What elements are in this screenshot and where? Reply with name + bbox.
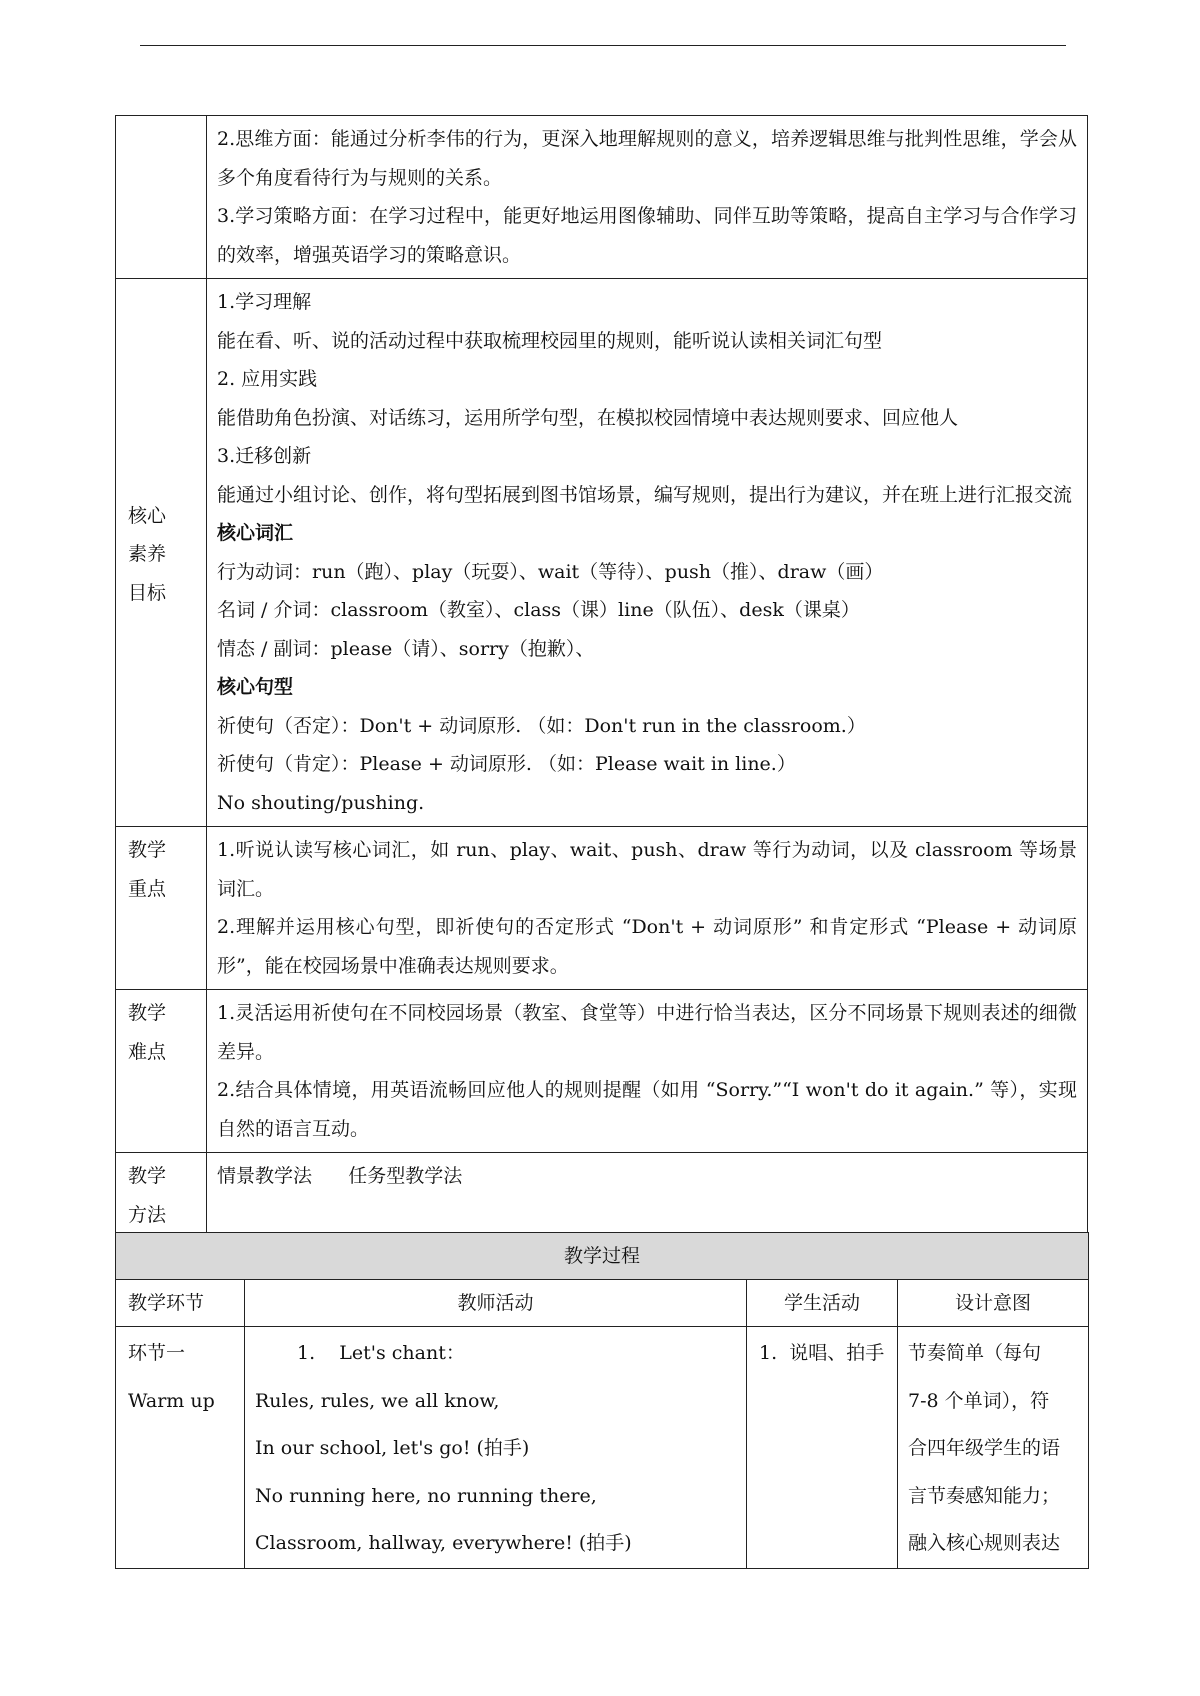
key-points-row <box>116 827 1088 990</box>
vocab-line: 行为动词：run（跑）、play（玩耍）、wait（等待）、push（推）、draw（画） <box>217 560 884 583</box>
core-item: 3.迁移创新 <box>217 445 312 467</box>
empty-label-cell <box>116 116 207 279</box>
intent-line: 融入核心规则表达 <box>908 1532 1061 1554</box>
header-rule <box>140 45 1066 46</box>
objective-strategy: 3.学习策略方面：在学习过程中，能更好地运用图像辅助、同伴互助等策略，提高自主学习与合作学习的效率，增强英语学习的策略意识。 <box>217 205 1077 266</box>
teacher-line: Rules, rules, we all know, <box>255 1389 500 1412</box>
difficulty-point: 1.灵活运用祈使句在不同校园场景（教室、食堂等）中进行恰当表达，区分不同场景下规则表述的细微差异。 <box>217 1002 1077 1063</box>
core-literacy-label: 核心素养目标 <box>128 504 167 604</box>
process-row-warmup <box>116 1327 1089 1569</box>
key-points-label: 教学重点 <box>128 839 167 900</box>
process-header-row <box>116 1280 1089 1327</box>
core-literacy-cell <box>207 279 1088 827</box>
intent-line: 言节奏感知能力； <box>908 1484 1061 1507</box>
objective-thinking: 2.思维方面：能通过分析李伟的行为，更深入地理解规则的意义，培养逻辑思维与批判性思维，学会从多个角度看待行为与规则的关系。 <box>217 128 1077 189</box>
intent-line: 合四年级学生的语 <box>908 1437 1061 1459</box>
vocab-line: 名词 / 介词：classroom（教室）、class（课）line（队伍）、desk（课桌） <box>217 599 860 621</box>
header-teacher: 教师活动 <box>245 1280 747 1327</box>
student-line: 1. 说唱、拍手 <box>759 1342 885 1364</box>
key-point: 1.听说认读写核心词汇，如 run、play、wait、push、draw 等行为动词，以及 classroom 等场景词汇。 <box>217 839 1077 900</box>
process-table <box>115 1232 1089 1569</box>
core-literacy-row <box>116 279 1088 827</box>
stage-cell <box>116 1327 245 1569</box>
key-point: 2.理解并运用核心句型，即祈使句的否定形式 “Don't + 动词原形” 和肯定形式 “Please + 动词原形”，能在校园场景中准确表达规则要求。 <box>217 916 1077 977</box>
objectives-continued-cell <box>207 116 1088 279</box>
intent-line: 节奏简单（每句 <box>908 1342 1042 1364</box>
student-activity-cell <box>747 1327 898 1569</box>
header-student: 学生活动 <box>747 1280 898 1327</box>
objectives-continued-row <box>116 116 1088 279</box>
method-cell <box>207 1153 1088 1235</box>
teacher-line: Classroom, hallway, everywhere! (拍手) <box>255 1532 632 1554</box>
difficulty-label-cell <box>116 990 207 1153</box>
method-text: 情景教学法 任务型教学法 <box>217 1165 463 1187</box>
vocab-line: 情态 / 副词：please（请）、sorry（抱歉）、 <box>217 637 595 660</box>
process-band-row <box>116 1233 1089 1280</box>
method-label: 教学方法 <box>128 1165 167 1226</box>
design-intent-cell <box>898 1327 1089 1569</box>
stage-line: 环节一 <box>128 1342 186 1364</box>
core-item: 能借助角色扮演、对话练习，运用所学句型，在模拟校园情境中表达规则要求、回应他人 <box>217 406 959 429</box>
key-points-label-cell <box>116 827 207 990</box>
method-label-cell <box>116 1153 207 1235</box>
pattern-line: 祈使句（肯定）：Please + 动词原形. （如：Please wait in line.） <box>217 753 796 775</box>
teacher-line: 1. Let's chant： <box>297 1342 465 1364</box>
teacher-activity-cell <box>245 1327 747 1569</box>
core-item: 1.学习理解 <box>217 291 312 313</box>
pattern-line: No shouting/pushing. <box>217 791 425 814</box>
core-literacy-label-cell <box>116 279 207 827</box>
intent-line: 7-8 个单词），符 <box>908 1389 1050 1412</box>
teacher-line: No running here, no running there, <box>255 1484 597 1507</box>
vocab-title: 核心词汇 <box>217 522 294 544</box>
pattern-title: 核心句型 <box>217 676 294 698</box>
difficulty-row <box>116 990 1088 1153</box>
core-item: 2. 应用实践 <box>217 368 318 390</box>
core-item: 能在看、听、说的活动过程中获取梳理校园里的规则，能听说认读相关词汇句型 <box>217 329 883 352</box>
header-intent: 设计意图 <box>898 1280 1089 1327</box>
difficulty-point: 2.结合具体情境，用英语流畅回应他人的规则提醒（如用 “Sorry.”“I won't do it again.” 等），实现自然的语言互动。 <box>217 1079 1077 1140</box>
difficulty-label: 教学难点 <box>128 1002 167 1063</box>
process-band: 教学过程 <box>116 1233 1089 1280</box>
pattern-line: 祈使句（否定）：Don't + 动词原形. （如：Don't run in the classroom.） <box>217 714 866 737</box>
teacher-line: In our school, let's go! (拍手) <box>255 1437 530 1459</box>
core-item: 能通过小组讨论、创作，将句型拓展到图书馆场景，编写规则，提出行为建议，并在班上进行汇报交流 <box>217 483 1073 506</box>
difficulty-cell <box>207 990 1088 1153</box>
key-points-cell <box>207 827 1088 990</box>
objectives-table <box>115 115 1088 1235</box>
header-stage: 教学环节 <box>116 1280 245 1327</box>
method-row <box>116 1153 1088 1235</box>
stage-line: Warm up <box>128 1389 215 1412</box>
